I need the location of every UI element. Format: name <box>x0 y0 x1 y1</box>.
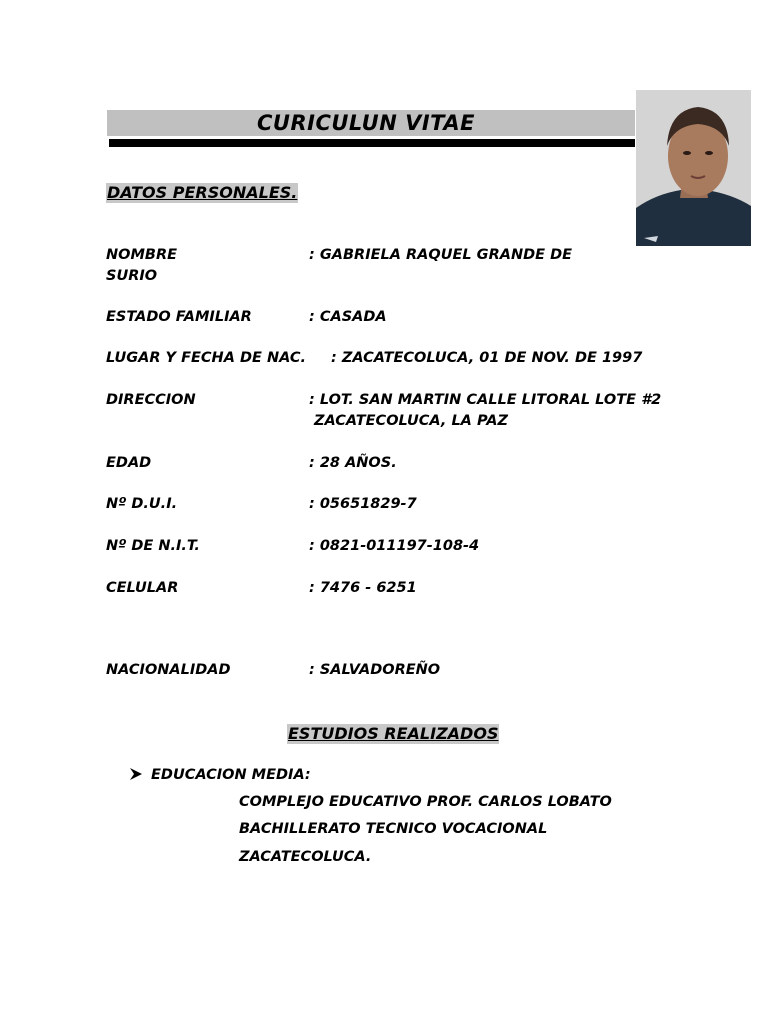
studies-city: ZACATECOLUCA. <box>239 849 372 865</box>
value-dui: : 05651829-7 <box>309 496 417 512</box>
studies-school: COMPLEJO EDUCATIVO PROF. CARLOS LOBATO <box>239 794 612 810</box>
label-nombre: NOMBRE <box>106 247 178 263</box>
studies-degree: BACHILLERATO TECNICO VOCACIONAL <box>239 821 548 837</box>
value-direccion-line1: : LOT. SAN MARTIN CALLE LITORAL LOTE #2 <box>309 392 662 408</box>
label-nit: Nº DE N.I.T. <box>106 538 200 554</box>
label-lugar-fecha: LUGAR Y FECHA DE NAC. <box>106 350 307 366</box>
document-title: CURICULUN VITAE <box>257 111 475 135</box>
profile-photo <box>636 90 751 246</box>
section-heading-studies: ESTUDIOS REALIZADOS <box>288 724 499 743</box>
value-nacionalidad: : SALVADOREÑO <box>309 662 441 678</box>
label-direccion: DIRECCION <box>106 392 196 408</box>
value-lugar-fecha: : ZACATECOLUCA, 01 DE NOV. DE 1997 <box>331 350 643 366</box>
arrow-bullet-icon <box>128 766 144 782</box>
section-heading-personal: DATOS PERSONALES. <box>107 183 298 202</box>
label-nacionalidad: NACIONALIDAD <box>106 662 231 678</box>
label-celular: CELULAR <box>106 580 179 596</box>
value-direccion-line2: ZACATECOLUCA, LA PAZ <box>314 413 508 429</box>
value-edad: : 28 AÑOS. <box>309 455 397 471</box>
studies-level: EDUCACION MEDIA: <box>151 767 311 783</box>
label-estado-familiar: ESTADO FAMILIAR <box>106 309 252 325</box>
value-nombre-continued: SURIO <box>106 268 158 284</box>
label-dui: Nº D.U.I. <box>106 496 178 512</box>
value-estado-familiar: : CASADA <box>309 309 387 325</box>
profile-photo-image <box>636 90 751 246</box>
value-celular: : 7476 - 6251 <box>309 580 417 596</box>
value-nombre: : GABRIELA RAQUEL GRANDE DE <box>309 247 573 263</box>
label-edad: EDAD <box>106 455 152 471</box>
value-nit: : 0821-011197-108-4 <box>309 538 480 554</box>
title-underline-bar <box>109 139 635 147</box>
